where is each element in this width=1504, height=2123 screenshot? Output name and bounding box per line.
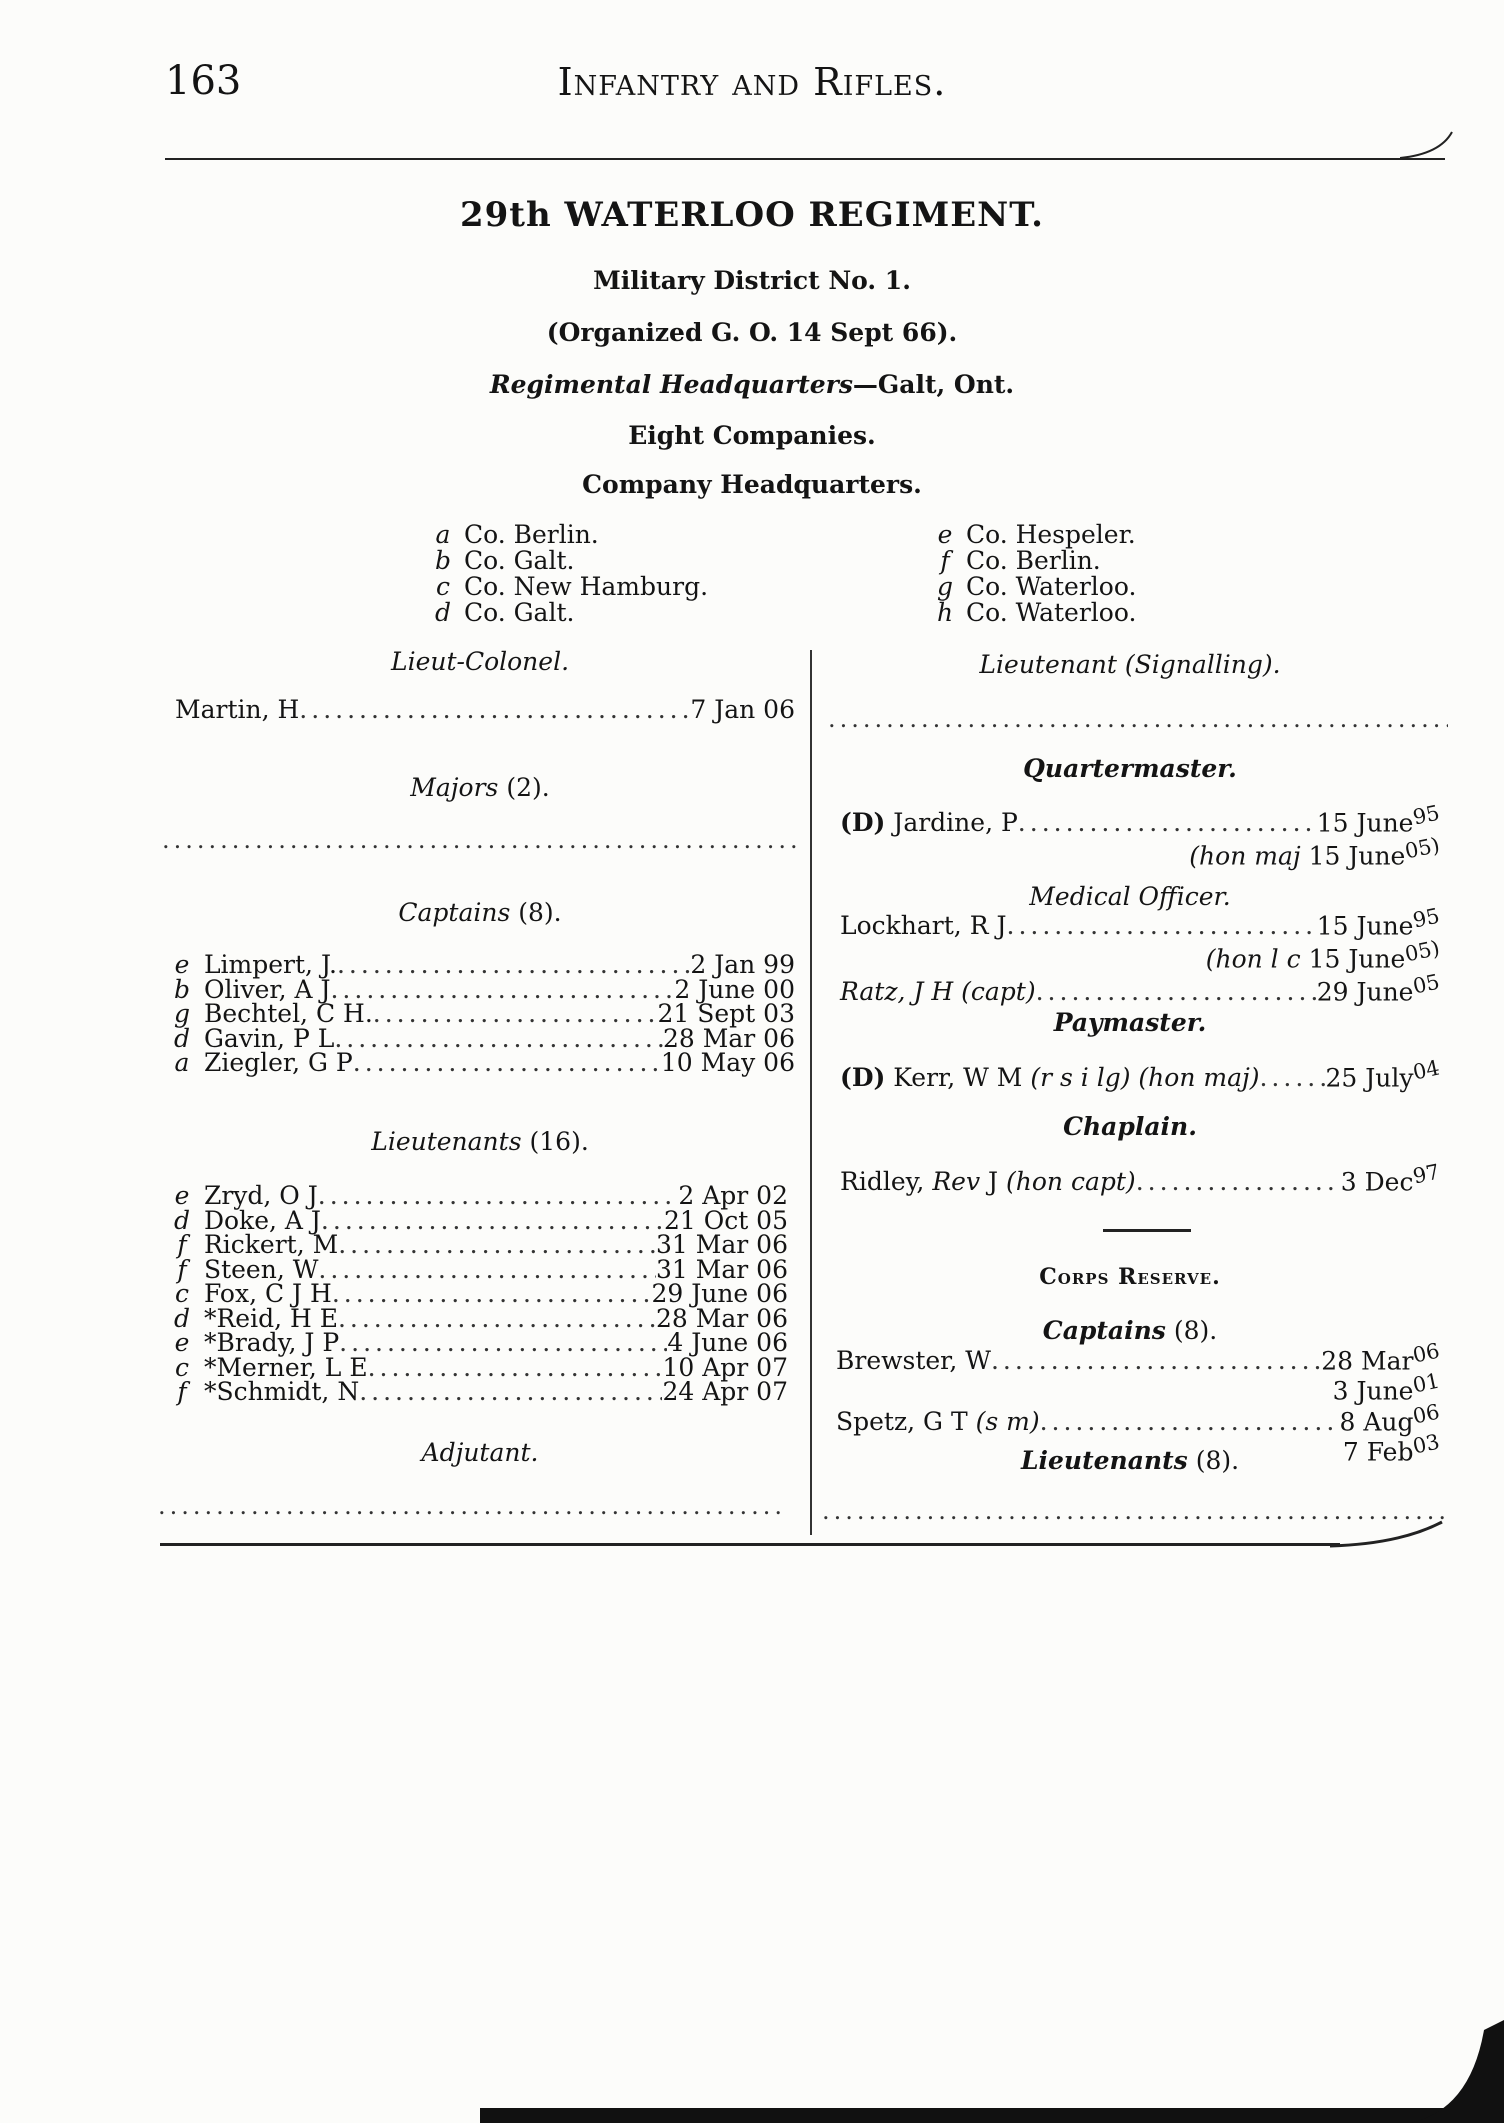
date-text: 3 Dec xyxy=(1340,1167,1414,1197)
company-place: Co. Hespeler. xyxy=(965,520,1136,549)
officer-date: 7 Jan 06 xyxy=(690,695,795,724)
company-letter: c xyxy=(174,1352,189,1382)
company-place: Co. Waterloo. xyxy=(965,572,1137,601)
organized-note: (Organized G. O. 14 Sept 66). xyxy=(546,318,958,347)
company-place: Co. Galt. xyxy=(463,598,575,627)
officer-date xyxy=(1316,800,1443,838)
officer-entry xyxy=(840,903,1443,941)
officer-name: Steen, W xyxy=(203,1254,319,1284)
officer-name: Fox, C J H xyxy=(203,1279,332,1308)
reserve-lieutenants-count: (8). xyxy=(1195,1446,1240,1475)
officer-entry xyxy=(836,1399,1443,1436)
officer-date: 2 Apr 02 xyxy=(678,1181,788,1210)
officer-name: Gavin, P L xyxy=(203,1023,335,1053)
officer-surname: Spetz, G T xyxy=(836,1406,968,1436)
officer-date: 21 Sept 03 xyxy=(657,999,795,1028)
officer-entry xyxy=(840,1055,1443,1093)
captains-heading-label: Captains xyxy=(398,898,511,927)
company-place: Co. Berlin. xyxy=(463,520,599,549)
company-row xyxy=(932,600,1136,626)
hon-rank-label: (hon l c xyxy=(1205,944,1301,974)
signalling-heading xyxy=(815,650,1445,679)
officer-name: Oliver, A J xyxy=(203,974,331,1004)
leader-dots xyxy=(330,978,674,1003)
leader-dots xyxy=(991,1349,1321,1372)
officer-surname: Jardine, P xyxy=(893,808,1018,838)
quartermaster-entry xyxy=(840,800,1443,871)
majors-count: (2). xyxy=(506,773,550,802)
officer-name xyxy=(840,1167,1136,1197)
officer-date xyxy=(1325,1055,1443,1093)
hon-year: 05) xyxy=(1403,935,1443,967)
companies-left xyxy=(430,522,708,626)
majors-heading-label: Majors xyxy=(410,773,499,802)
hon-rank-line xyxy=(840,935,1443,974)
officer-name: *Reid, H E xyxy=(203,1303,338,1333)
companies-count: Eight Companies. xyxy=(628,421,876,450)
officer-initials: J xyxy=(988,1167,999,1197)
officer-entry xyxy=(168,1279,788,1308)
lieutenants-list xyxy=(168,1181,788,1406)
officer-date xyxy=(1340,1159,1443,1197)
officer-entry xyxy=(836,1338,1443,1376)
officer-entry xyxy=(168,1048,795,1077)
company-letter: b xyxy=(173,974,190,1004)
company-letter: c xyxy=(435,572,450,601)
date-text: 29 June xyxy=(1316,976,1414,1006)
leader-dots xyxy=(368,1356,663,1381)
officer-rank: (capt) xyxy=(961,976,1036,1006)
reserve-lieutenants-label: Lieutenants xyxy=(1020,1446,1188,1475)
officer-name: *Schmidt, N xyxy=(203,1377,360,1406)
companies-right xyxy=(932,522,1136,626)
date-text: 8 Aug xyxy=(1339,1406,1414,1436)
officer-name: *Merner, L E xyxy=(203,1352,368,1382)
officer-name: Ziegler, G P xyxy=(203,1048,353,1077)
officer-date: 2 Jan 99 xyxy=(690,950,795,979)
leader-dots xyxy=(359,1380,662,1405)
officer-date: 31 Mar 06 xyxy=(656,1254,788,1284)
officer-date xyxy=(1316,903,1443,941)
officer-name xyxy=(840,976,1036,1006)
signalling-sub: (Signalling). xyxy=(1124,650,1281,679)
officer-entry xyxy=(840,1159,1443,1197)
officer-entry xyxy=(168,950,795,979)
lieut-colonel-list xyxy=(175,695,795,724)
footer-rule-curl xyxy=(1330,1518,1450,1552)
reserve-captains-label: Captains xyxy=(1042,1316,1166,1345)
officer-name: Martin, H xyxy=(175,695,300,724)
signalling-blank-line xyxy=(828,705,1448,733)
signalling-heading-label: Lieutenant xyxy=(979,650,1117,679)
officer-date: 28 Mar 06 xyxy=(663,1023,795,1053)
company-place: Co. Galt. xyxy=(463,546,575,575)
officer-date: 31 Mar 06 xyxy=(656,1230,788,1259)
company-place: Co. Waterloo. xyxy=(965,598,1137,627)
medical-entries xyxy=(840,903,1443,1006)
leader-dots xyxy=(1036,980,1317,1005)
officer-quals: (s m) xyxy=(975,1406,1040,1436)
company-hq-heading: Company Headquarters. xyxy=(582,470,922,499)
officer-name: Zryd, O J xyxy=(203,1181,318,1210)
chaplain-entry xyxy=(840,1159,1443,1197)
leader-dots xyxy=(339,1331,667,1356)
hon-date: 15 June xyxy=(1308,944,1406,974)
officer-surname: Ratz, J H xyxy=(840,976,954,1006)
officer-name: *Brady, J P xyxy=(203,1328,340,1357)
paymaster-heading: Paymaster. xyxy=(1053,1008,1207,1037)
company-letter: e xyxy=(174,950,190,979)
company-letter: f xyxy=(940,546,950,575)
officer-name xyxy=(840,808,1018,838)
officer-surname: Kerr, W M xyxy=(893,1063,1023,1093)
leader-dots xyxy=(373,1002,658,1027)
company-place: Co. New Hamburg. xyxy=(463,572,709,601)
officer-entry xyxy=(175,695,795,724)
officer-entry xyxy=(168,1328,788,1357)
officer-date: 2 June 00 xyxy=(674,974,795,1004)
hon-year: 05) xyxy=(1403,832,1443,864)
officer-date: 10 Apr 07 xyxy=(662,1352,788,1382)
d-prefix: (D) xyxy=(840,1063,886,1093)
company-row xyxy=(932,548,1136,574)
paymaster-entry xyxy=(840,1055,1443,1093)
footer-rule xyxy=(160,1543,1340,1546)
leader-dots xyxy=(1259,1066,1325,1091)
medical-heading: Medical Officer. xyxy=(1029,882,1231,911)
company-letter: e xyxy=(174,1328,190,1357)
leader-dots xyxy=(334,1027,663,1052)
regiment-title: 29th WATERLOO REGIMENT. xyxy=(459,195,1045,235)
leader-dots xyxy=(1136,1170,1341,1195)
lieutenants-heading-label: Lieutenants xyxy=(371,1127,522,1156)
page-bottom-shadow xyxy=(480,2108,1504,2123)
header-rule xyxy=(165,158,1445,160)
company-row xyxy=(430,574,708,600)
officer-entry xyxy=(168,1181,788,1210)
officer-date xyxy=(1339,1399,1443,1436)
lieut-colonel-heading: Lieut-Colonel. xyxy=(390,647,570,676)
section-short-rule xyxy=(1103,1229,1191,1232)
regimental-hq-label: Regimental Headquarters xyxy=(489,370,853,399)
leader-dots xyxy=(1040,1410,1340,1433)
date-year: 97 xyxy=(1411,1159,1443,1189)
majors-heading xyxy=(160,773,800,802)
date-year: 95 xyxy=(1411,903,1443,933)
company-letter: a xyxy=(435,520,451,549)
officer-title: Rev xyxy=(932,1167,981,1197)
leader-dots xyxy=(353,1051,661,1076)
regimental-hq-value: —Galt, Ont. xyxy=(852,370,1015,399)
officer-name: Brewster, W xyxy=(836,1346,991,1376)
company-place: Co. Berlin. xyxy=(965,546,1101,575)
corps-reserve-heading: Corps Reserve. xyxy=(1039,1264,1221,1290)
company-letter: d xyxy=(173,1303,190,1333)
leader-dots xyxy=(1007,914,1317,939)
officer-name: Rickert, M xyxy=(203,1230,339,1259)
captains-list xyxy=(168,950,795,1077)
chaplain-heading: Chaplain. xyxy=(1063,1112,1197,1141)
adjutant-heading: Adjutant. xyxy=(421,1438,539,1467)
company-row xyxy=(932,574,1136,600)
leader-dots xyxy=(1018,811,1317,836)
hon-rank-line xyxy=(840,832,1443,871)
date-year: 06 xyxy=(1411,1338,1443,1368)
officer-date: 24 Apr 07 xyxy=(662,1377,788,1406)
company-letter: b xyxy=(434,546,451,575)
officer-date: 10 May 06 xyxy=(660,1048,795,1077)
company-letter: d xyxy=(173,1205,190,1235)
date-year: 95 xyxy=(1411,800,1443,830)
captains-count: (8). xyxy=(518,898,562,927)
leader-dots xyxy=(338,1233,656,1258)
officer-date: 29 June 06 xyxy=(651,1279,788,1308)
officer-quals: (r s i lg) (hon maj) xyxy=(1030,1063,1260,1093)
officer-rank: (hon capt) xyxy=(1006,1167,1136,1197)
quartermaster-heading: Quartermaster. xyxy=(1023,754,1237,783)
date-text: 25 July xyxy=(1325,1063,1414,1093)
date-text: 15 June xyxy=(1316,911,1414,941)
second-date-line xyxy=(836,1368,1443,1406)
date-text: 15 June xyxy=(1316,808,1414,838)
date-text: 3 June xyxy=(1332,1376,1414,1406)
company-letter: e xyxy=(174,1181,190,1210)
officer-entry xyxy=(168,1230,788,1259)
officer-entry xyxy=(840,800,1443,838)
date-year: 05 xyxy=(1411,969,1443,999)
reserve-captains-heading xyxy=(815,1316,1445,1345)
officer-date: 28 Mar 06 xyxy=(656,1303,788,1333)
reserve-lieutenants-heading xyxy=(815,1446,1445,1475)
d-prefix: (D) xyxy=(840,808,886,838)
company-letter: e xyxy=(937,520,953,549)
page-corner-shadow xyxy=(1410,2020,1504,2123)
company-letter: a xyxy=(174,1048,190,1077)
officer-entry xyxy=(168,1377,788,1406)
company-letter: d xyxy=(173,1023,190,1053)
date-year: 01 xyxy=(1411,1368,1443,1398)
hon-date: 15 June xyxy=(1308,841,1406,871)
company-letter: g xyxy=(936,572,953,601)
leader-dots xyxy=(337,953,690,978)
officer-date: 21 Oct 05 xyxy=(663,1205,788,1235)
company-row xyxy=(430,548,708,574)
officer-date: 4 June 06 xyxy=(667,1328,788,1357)
company-row xyxy=(430,522,708,548)
officer-date xyxy=(1316,969,1443,1006)
officer-name: Limpert, J. xyxy=(203,950,337,979)
company-letter: f xyxy=(177,1377,187,1406)
officer-name xyxy=(836,1406,1040,1436)
company-letter: h xyxy=(936,598,954,627)
majors-blank-line xyxy=(162,826,802,854)
officer-name: Lockhart, R J xyxy=(840,911,1007,941)
lieutenants-heading xyxy=(160,1127,800,1156)
company-letter: d xyxy=(434,598,451,627)
company-letter: f xyxy=(177,1254,187,1284)
date-text: 28 Mar xyxy=(1321,1346,1414,1376)
leader-dots xyxy=(318,1184,679,1209)
page-number: 163 xyxy=(165,58,242,104)
lieutenants-count: (16). xyxy=(529,1127,589,1156)
company-row xyxy=(932,522,1136,548)
officer-entry xyxy=(840,969,1443,1006)
officer-name xyxy=(840,1063,1260,1093)
company-row xyxy=(430,600,708,626)
officer-surname: Ridley, xyxy=(840,1167,925,1197)
date-text: 7 Feb xyxy=(1342,1437,1414,1467)
officer-date xyxy=(1321,1338,1443,1376)
company-letter: g xyxy=(173,999,190,1028)
leader-dots xyxy=(332,1282,652,1307)
company-letter: c xyxy=(174,1279,189,1308)
date-year: 06 xyxy=(1411,1399,1443,1429)
hon-rank-label: (hon maj xyxy=(1189,841,1301,871)
officer-name: Doke, A J xyxy=(203,1205,321,1235)
reserve-captains-count: (8). xyxy=(1173,1316,1218,1345)
leader-dots xyxy=(299,698,690,723)
leader-dots xyxy=(338,1307,656,1332)
column-divider xyxy=(810,650,812,1535)
military-district: Military District No. 1. xyxy=(593,266,911,295)
header-rule-curl xyxy=(1400,128,1460,162)
officer-entry xyxy=(168,999,795,1028)
company-letter: f xyxy=(177,1230,187,1259)
officer-name: Bechtel, C H. xyxy=(203,999,373,1028)
adjutant-blank-line xyxy=(158,1492,788,1520)
date-year: 03 xyxy=(1411,1429,1443,1459)
leader-dots xyxy=(321,1209,664,1234)
captains-heading xyxy=(160,898,800,927)
date-year: 04 xyxy=(1411,1055,1443,1085)
regimental-hq xyxy=(0,370,1504,399)
running-title: Infantry and Rifles. xyxy=(557,60,947,104)
leader-dots xyxy=(318,1258,656,1283)
